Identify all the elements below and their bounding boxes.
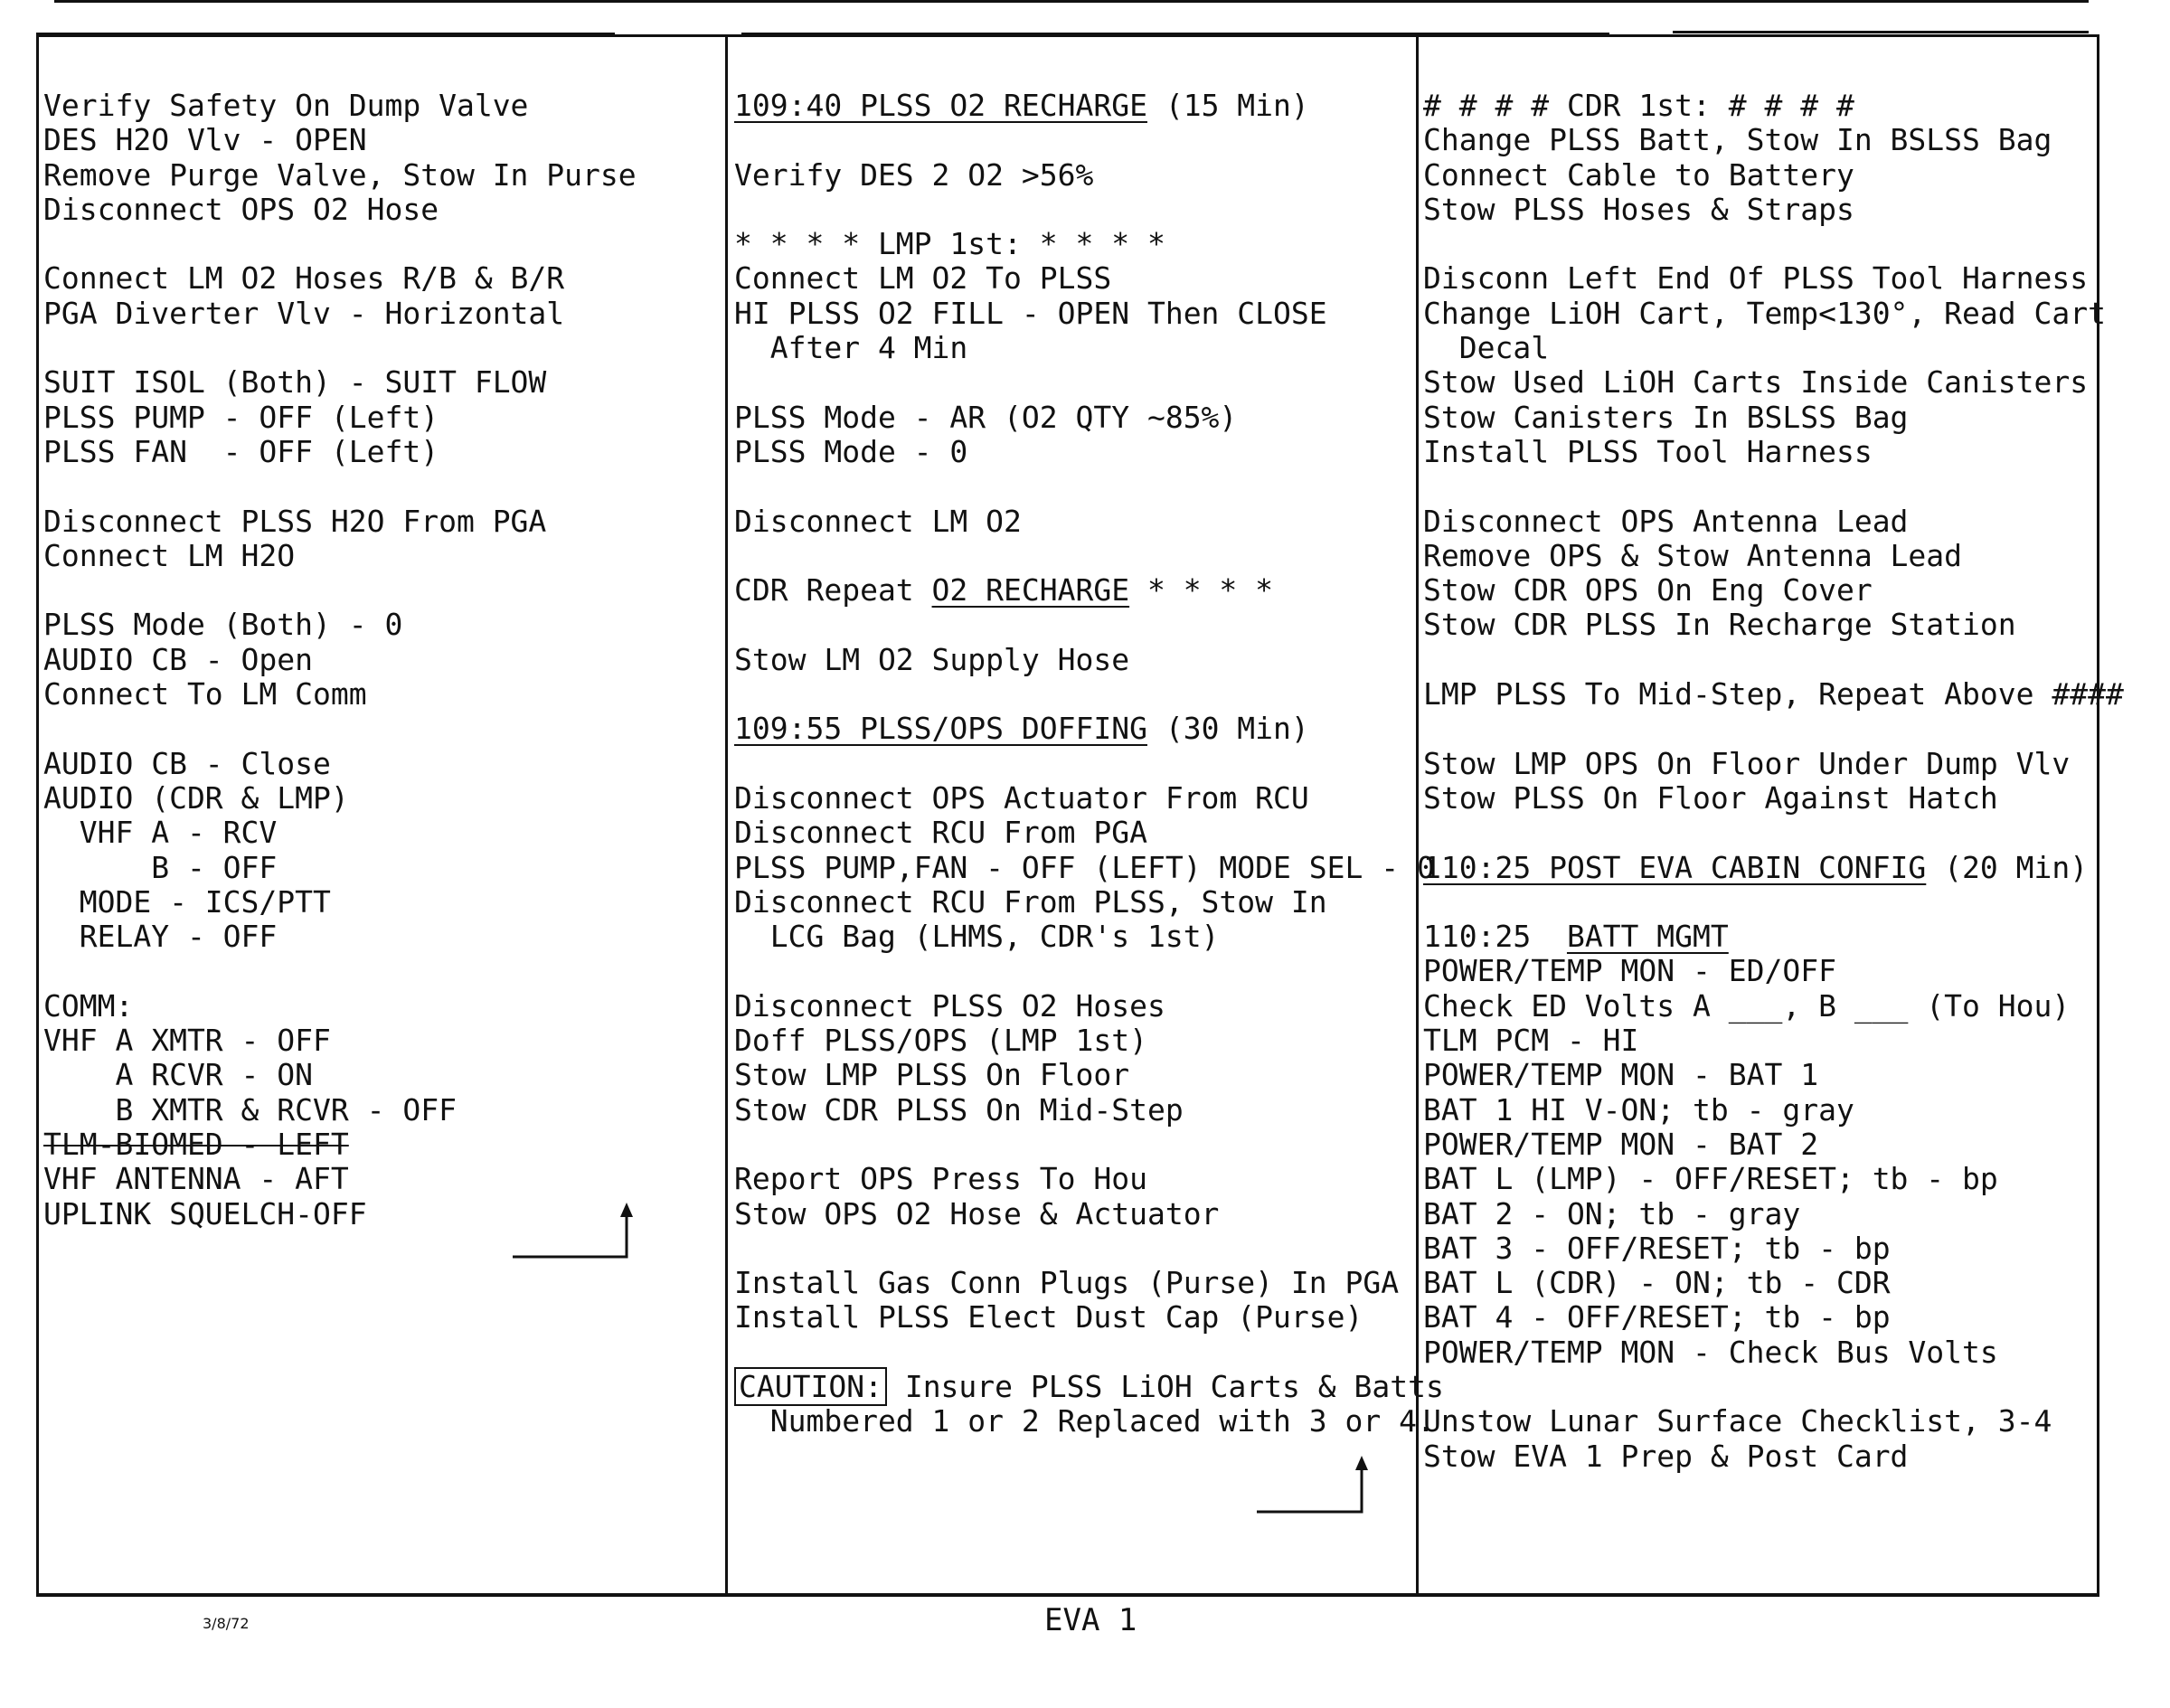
line-text: Stow LM O2 Supply Hose [734, 641, 1130, 677]
line-text: Install PLSS Elect Dust Cap (Purse) [734, 1299, 1363, 1335]
checklist-line [734, 505, 1444, 539]
checklist-line [1423, 1128, 2124, 1162]
checklist-column-middle [734, 89, 1444, 1439]
checklist-line [1423, 781, 2124, 816]
spacer [1423, 712, 2124, 746]
spacer [43, 573, 637, 608]
spacer [734, 608, 1444, 642]
checklist-line [1423, 505, 2124, 539]
checklist-line [1423, 747, 2124, 781]
line-text: Stow CDR PLSS In Recharge Station [1423, 607, 2016, 643]
line-text: A RCVR - ON [43, 1057, 314, 1093]
checklist-line [43, 643, 637, 677]
checklist-line [1423, 1266, 2124, 1300]
checklist-line [1423, 193, 2124, 227]
checklist-line [734, 1162, 1444, 1196]
checklist-line [734, 781, 1444, 816]
checklist-line [43, 193, 637, 227]
spacer [734, 1335, 1444, 1370]
line-text: # # # # CDR 1st: # # # # [1423, 88, 1854, 123]
checklist-line [734, 816, 1444, 850]
line-text: Check ED Volts A ___, B ___ (To Hou) [1423, 987, 2071, 1024]
section-heading: 110:25 POST EVA CABIN CONFIG [1423, 849, 1927, 885]
line-text: Stow LMP OPS On Floor Under Dump Vlv [1423, 745, 2071, 781]
checklist-line [734, 261, 1444, 296]
checklist-line [734, 1266, 1444, 1300]
checklist-line [43, 885, 637, 920]
line-text: POWER/TEMP MON - BAT 1 [1423, 1057, 1819, 1093]
checklist-line [43, 851, 637, 885]
line-text: Change PLSS Batt, Stow In BSLSS Bag [1423, 122, 2052, 158]
spacer [734, 747, 1444, 781]
line-suffix: Insure PLSS LiOH Carts & Batts [886, 1368, 1444, 1404]
spacer [734, 677, 1444, 712]
spacer [43, 331, 637, 365]
line-text: BAT 3 - OFF/RESET; tb - bp [1423, 1230, 1891, 1266]
frame-top-segment [1673, 31, 2089, 33]
column-divider-1 [725, 36, 728, 1597]
checklist-line [1423, 297, 2124, 331]
spacer [43, 469, 637, 504]
checklist-line [43, 1093, 637, 1128]
line-text: PLSS Mode (Both) - 0 [43, 607, 403, 643]
checklist-line [43, 123, 637, 157]
checklist-line [1423, 1335, 2124, 1370]
checklist-line [1423, 1300, 2124, 1335]
line-text: TLM-BIOMED - LEFT [43, 1126, 349, 1162]
checklist-line [1423, 1231, 2124, 1266]
checklist-line [1423, 1024, 2124, 1058]
checklist-line [43, 920, 637, 954]
line-text: Disconnect PLSS H2O From PGA [43, 503, 547, 539]
checklist-line [734, 401, 1444, 435]
spacer [734, 1231, 1444, 1266]
line-text: Stow OPS O2 Hose & Actuator [734, 1195, 1220, 1231]
line-text: PLSS PUMP - OFF (Left) [43, 399, 439, 435]
line-text: Stow CDR OPS On Eng Cover [1423, 572, 1873, 609]
checklist-line [1423, 1162, 2124, 1196]
line-text: Disconnect OPS O2 Hose [43, 191, 439, 227]
section-heading: O2 RECHARGE [931, 572, 1130, 609]
line-text: Stow EVA 1 Prep & Post Card [1423, 1438, 1909, 1474]
line-suffix: (30 Min) [1146, 711, 1309, 747]
line-text: PLSS PUMP,FAN - OFF (LEFT) MODE SEL - 0 [734, 849, 1435, 885]
line-text: Connect LM H2O [43, 537, 296, 573]
checklist-line [1423, 365, 2124, 400]
spacer [734, 469, 1444, 504]
checklist-line [734, 712, 1444, 746]
continue-arrow-icon [1255, 1456, 1382, 1519]
checklist-line [1423, 1404, 2124, 1439]
checklist-line [734, 1093, 1444, 1128]
checklist-line [1423, 989, 2124, 1024]
checklist-line [43, 505, 637, 539]
line-text: POWER/TEMP MON - Check Bus Volts [1423, 1334, 1998, 1370]
line-text: PLSS Mode - AR (O2 QTY ~85%) [734, 399, 1238, 435]
line-prefix: CDR Repeat [734, 572, 932, 609]
line-text: BAT 2 - ON; tb - gray [1423, 1195, 1801, 1231]
checklist-column-right [1423, 89, 2124, 1474]
checklist-line [1423, 261, 2124, 296]
checklist-line [43, 1058, 637, 1092]
line-text: Disconnect RCU From PGA [734, 815, 1147, 851]
checklist-line [734, 885, 1444, 920]
checklist-line [734, 158, 1444, 193]
checklist-line [734, 435, 1444, 469]
checklist-line [734, 989, 1444, 1024]
spacer [734, 539, 1444, 573]
checklist-line [734, 573, 1444, 608]
checklist-line [1423, 158, 2124, 193]
caution-label: CAUTION: [734, 1367, 887, 1406]
line-text: AUDIO CB - Open [43, 641, 314, 677]
line-text: * * * * LMP 1st: * * * * [734, 226, 1165, 262]
checklist-line [734, 1058, 1444, 1092]
line-text: POWER/TEMP MON - ED/OFF [1423, 953, 1836, 989]
spacer [734, 365, 1444, 400]
spacer [734, 193, 1444, 227]
checklist-line [1423, 331, 2124, 365]
line-suffix: (20 Min) [1926, 849, 2089, 885]
spacer [1423, 227, 2124, 261]
spacer [43, 954, 637, 988]
line-text: Connect LM O2 Hoses R/B & B/R [43, 260, 565, 297]
line-text: Stow LMP PLSS On Floor [734, 1057, 1130, 1093]
checklist-line [734, 643, 1444, 677]
checklist-line [1423, 123, 2124, 157]
checklist-line [43, 435, 637, 469]
checklist-line [1423, 1058, 2124, 1092]
line-text: SUIT ISOL (Both) - SUIT FLOW [43, 364, 547, 401]
checklist-line [43, 365, 637, 400]
checklist-line [734, 920, 1444, 954]
line-text: UPLINK SQUELCH-OFF [43, 1195, 367, 1231]
spacer [43, 712, 637, 746]
checklist-line [734, 227, 1444, 261]
line-text: AUDIO (CDR & LMP) [43, 779, 349, 816]
continue-arrow-icon [511, 1203, 637, 1266]
line-text: BAT 1 HI V-ON; tb - gray [1423, 1091, 1854, 1128]
line-text: Stow CDR PLSS On Mid-Step [734, 1091, 1184, 1128]
checklist-line [43, 261, 637, 296]
line-text: VHF A - RCV [43, 815, 278, 851]
line-text: Connect To LM Comm [43, 676, 367, 712]
line-text: LCG Bag (LHMS, CDR's 1st) [734, 919, 1220, 955]
checklist-line [734, 1197, 1444, 1231]
line-text: Unstow Lunar Surface Checklist, 3-4 [1423, 1403, 2052, 1439]
line-text: LMP PLSS To Mid-Step, Repeat Above #### [1423, 676, 2124, 712]
checklist-line [734, 1024, 1444, 1058]
spacer [734, 954, 1444, 988]
spacer [1423, 816, 2124, 850]
line-text: Install Gas Conn Plugs (Purse) In PGA [734, 1265, 1400, 1301]
section-heading: BATT MGMT [1566, 919, 1729, 955]
line-prefix: 110:25 [1423, 919, 1567, 955]
checklist-line [734, 851, 1444, 885]
section-heading: 109:55 PLSS/OPS DOFFING [734, 711, 1147, 747]
line-text: Report OPS Press To Hou [734, 1161, 1147, 1197]
line-suffix: (15 Min) [1146, 88, 1309, 123]
line-text: AUDIO CB - Close [43, 745, 331, 781]
line-text: Doff PLSS/OPS (LMP 1st) [734, 1023, 1147, 1059]
line-text: COMM: [43, 987, 134, 1024]
line-text: B XMTR & RCVR - OFF [43, 1091, 457, 1128]
line-text: PGA Diverter Vlv - Horizontal [43, 295, 565, 331]
line-text: PLSS FAN - OFF (Left) [43, 433, 439, 469]
footer-date: 3/8/72 [203, 1615, 250, 1632]
checklist-line [43, 816, 637, 850]
spacer [734, 123, 1444, 157]
line-text: BAT L (LMP) - OFF/RESET; tb - bp [1423, 1161, 1998, 1197]
spacer [1423, 469, 2124, 504]
checklist-line [43, 401, 637, 435]
line-text: Disconnect RCU From PLSS, Stow In [734, 883, 1327, 920]
line-text: Numbered 1 or 2 Replaced with 3 or 4. [734, 1403, 1435, 1439]
checklist-line [1423, 1093, 2124, 1128]
line-text: DES H2O Vlv - OPEN [43, 122, 367, 158]
spacer [734, 1128, 1444, 1162]
checklist-line [43, 1162, 637, 1196]
checklist-line [1423, 435, 2124, 469]
checklist-line [43, 297, 637, 331]
line-text: Stow Canisters In BSLSS Bag [1423, 399, 1909, 435]
checklist-line [43, 1024, 637, 1058]
checklist-line [1423, 1439, 2124, 1474]
spacer [1423, 1370, 2124, 1404]
footer-title: EVA 1 [1044, 1602, 1137, 1638]
line-text: RELAY - OFF [43, 919, 278, 955]
line-text: BAT L (CDR) - ON; tb - CDR [1423, 1265, 1891, 1301]
line-text: Stow PLSS On Floor Against Hatch [1423, 779, 1998, 816]
line-suffix: * * * * [1129, 572, 1274, 609]
checklist-line [43, 1128, 637, 1162]
checklist-line [43, 158, 637, 193]
line-text: Verify DES 2 O2 >56% [734, 156, 1094, 193]
checklist-line [43, 608, 637, 642]
spacer [1423, 643, 2124, 677]
line-text: HI PLSS O2 FILL - OPEN Then CLOSE [734, 295, 1327, 331]
line-text: Install PLSS Tool Harness [1423, 433, 1873, 469]
section-heading: 109:40 PLSS O2 RECHARGE [734, 88, 1147, 123]
line-text: VHF A XMTR - OFF [43, 1023, 331, 1059]
checklist-line [1423, 920, 2124, 954]
line-text: VHF ANTENNA - AFT [43, 1161, 349, 1197]
spacer [43, 227, 637, 261]
line-text: Disconnect OPS Antenna Lead [1423, 503, 1909, 539]
checklist-line [734, 89, 1444, 123]
checklist-line [1423, 573, 2124, 608]
checklist-line [1423, 539, 2124, 573]
checklist-line [734, 1370, 1444, 1404]
checklist-line [1423, 608, 2124, 642]
line-text: Remove Purge Valve, Stow In Purse [43, 156, 637, 193]
line-text: MODE - ICS/PTT [43, 883, 331, 920]
line-text: Disconnect PLSS O2 Hoses [734, 987, 1165, 1024]
checklist-line [1423, 89, 2124, 123]
spacer [1423, 885, 2124, 920]
checklist-line [734, 297, 1444, 331]
checklist-column-left [43, 89, 637, 1231]
checklist-line [1423, 677, 2124, 712]
line-text: Verify Safety On Dump Valve [43, 88, 529, 123]
checklist-line [1423, 851, 2124, 885]
checklist-line [1423, 401, 2124, 435]
line-text: Connect LM O2 To PLSS [734, 260, 1112, 297]
checklist-line [734, 331, 1444, 365]
checklist-line [43, 781, 637, 816]
checklist-line [43, 747, 637, 781]
line-text: Disconn Left End Of PLSS Tool Harness [1423, 260, 2089, 297]
checklist-line [734, 1404, 1444, 1439]
top-rule [54, 0, 2089, 3]
line-text: TLM PCM - HI [1423, 1023, 1639, 1059]
checklist-line [1423, 1197, 2124, 1231]
line-text: Stow PLSS Hoses & Straps [1423, 191, 1854, 227]
line-text: POWER/TEMP MON - BAT 2 [1423, 1126, 1819, 1162]
checklist-line [1423, 954, 2124, 988]
checklist-line [43, 539, 637, 573]
line-text: B - OFF [43, 849, 278, 885]
line-text: After 4 Min [734, 330, 968, 366]
line-text: Decal [1423, 330, 1550, 366]
line-text: Disconnect LM O2 [734, 503, 1022, 539]
line-text: Stow Used LiOH Carts Inside Canisters [1423, 364, 2089, 401]
line-text: PLSS Mode - 0 [734, 433, 968, 469]
checklist-line [43, 677, 637, 712]
line-text: Remove OPS & Stow Antenna Lead [1423, 537, 1963, 573]
checklist-line [43, 89, 637, 123]
checklist-line [43, 989, 637, 1024]
line-text: BAT 4 - OFF/RESET; tb - bp [1423, 1299, 1891, 1335]
line-text: Disconnect OPS Actuator From RCU [734, 779, 1309, 816]
checklist-line [734, 1300, 1444, 1335]
line-text: Connect Cable to Battery [1423, 156, 1854, 193]
line-text: Change LiOH Cart, Temp<130°, Read Cart [1423, 295, 2106, 331]
